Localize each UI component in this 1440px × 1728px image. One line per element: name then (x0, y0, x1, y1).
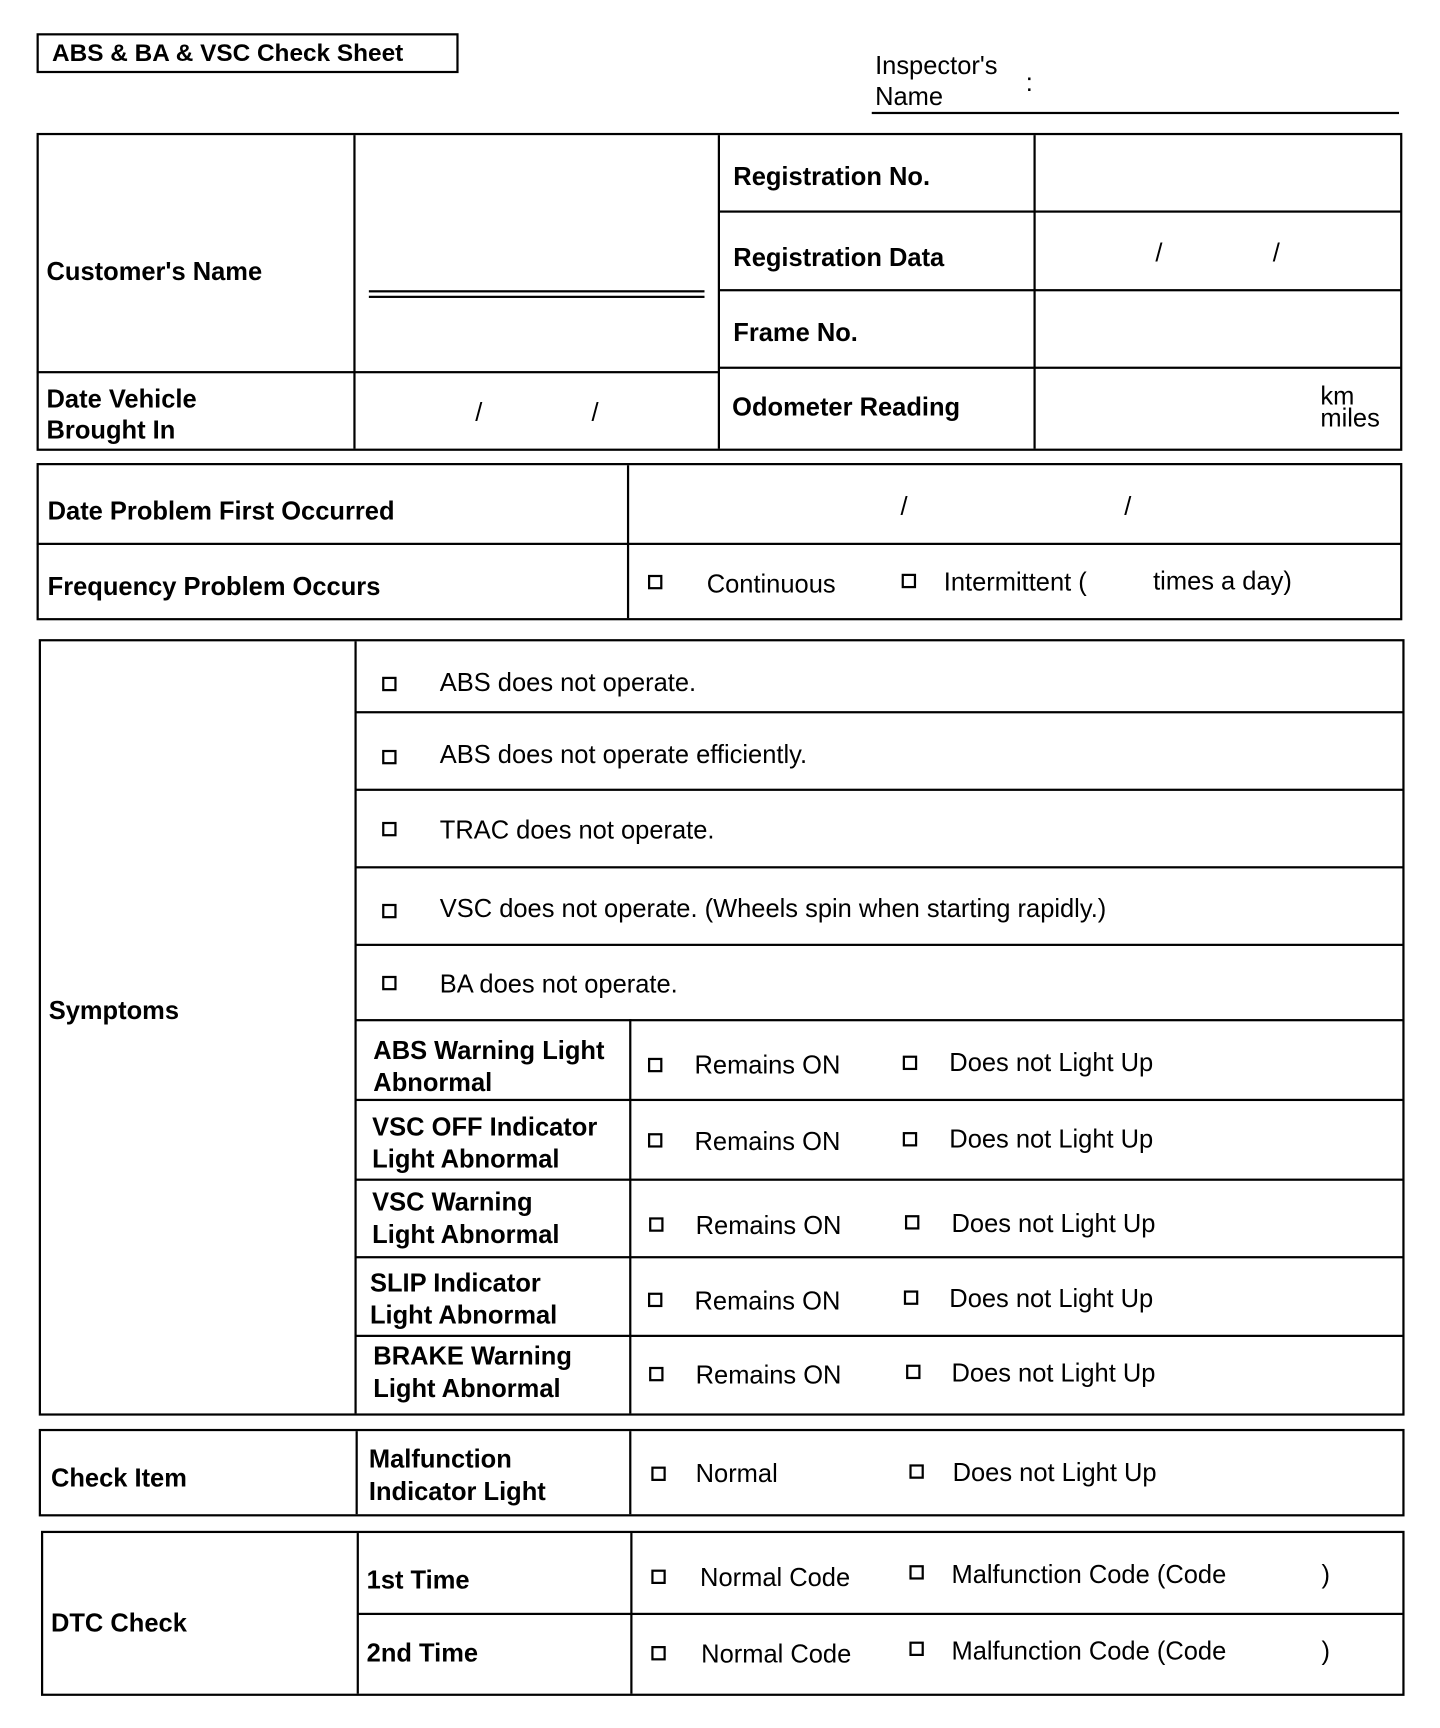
date-slash: / (1124, 491, 1132, 521)
date-slash: / (1155, 238, 1163, 267)
normal-code-checkbox[interactable] (651, 1570, 665, 1584)
date-slash: / (1272, 238, 1280, 267)
continuous-checkbox[interactable] (648, 575, 662, 589)
light-label-line2: Light Abnormal (369, 1300, 558, 1330)
remains-on-label: Remains ON (695, 1210, 842, 1240)
symptom-checkbox[interactable] (382, 677, 396, 691)
unit-km: km (1320, 381, 1355, 410)
light-label-line1: BRAKE Warning (373, 1341, 572, 1371)
normal-code-label: Normal Code (700, 1562, 851, 1592)
close-paren: ) (1321, 1559, 1330, 1589)
date-brought-line2: Brought In (46, 415, 176, 445)
malfunction-code-checkbox[interactable] (909, 1642, 923, 1656)
light-label (370, 1267, 557, 1331)
does-not-light-checkbox[interactable] (903, 1132, 917, 1146)
symptom-checkbox[interactable] (382, 976, 396, 990)
does-not-light-label: Does not Light Up (951, 1208, 1156, 1238)
symptom-text: VSC does not operate. (Wheels spin when starting rapidly.) (439, 893, 1107, 923)
does-not-light-label: Does not Light Up (952, 1457, 1157, 1487)
does-not-light-checkbox[interactable] (905, 1215, 919, 1229)
does-not-light-label: Does not Light Up (949, 1047, 1154, 1077)
symptom-text: TRAC does not operate. (439, 815, 715, 845)
light-label (373, 1340, 572, 1404)
does-not-light-checkbox[interactable] (903, 1056, 917, 1070)
remains-on-checkbox[interactable] (648, 1293, 662, 1307)
light-label-line1: SLIP Indicator (369, 1268, 541, 1298)
date-slash: / (900, 491, 908, 521)
continuous-label: Continuous (706, 569, 836, 599)
odometer-label: Odometer Reading (732, 392, 961, 421)
remains-on-label: Remains ON (694, 1126, 841, 1156)
light-label (372, 1186, 559, 1250)
light-label-line2: Light Abnormal (372, 1144, 560, 1174)
does-not-light-label: Does not Light Up (951, 1358, 1156, 1387)
dtc-row-label: 2nd Time (366, 1638, 479, 1668)
dtc-label: DTC Check (50, 1608, 187, 1638)
mil-label (369, 1443, 546, 1507)
inspector-label-line1: Inspector's (875, 50, 998, 80)
date-brought-label (47, 383, 197, 445)
malfunction-code-label: Malfunction Code (Code (951, 1636, 1227, 1665)
date-brought-line1: Date Vehicle (46, 384, 197, 414)
normal-code-label: Normal Code (701, 1639, 852, 1669)
remains-on-checkbox[interactable] (649, 1367, 663, 1381)
light-label-line2: Light Abnormal (373, 1373, 561, 1403)
symptom-checkbox[interactable] (382, 750, 396, 764)
does-not-light-label: Does not Light Up (949, 1283, 1154, 1313)
times-a-day-label: times a day) (1153, 566, 1292, 595)
inspector-label-line2: Name (875, 81, 944, 111)
symptom-checkbox[interactable] (382, 904, 396, 918)
does-not-light-checkbox[interactable] (909, 1464, 923, 1478)
date-slash: / (591, 397, 599, 427)
symptom-text: ABS does not operate. (439, 667, 697, 697)
date-first-label: Date Problem First Occurred (47, 496, 395, 526)
unit-miles: miles (1320, 403, 1380, 432)
dtc-row-label: 1st Time (366, 1565, 470, 1594)
light-label (373, 1035, 604, 1099)
odometer-units (1320, 381, 1380, 432)
check-item-label: Check Item (50, 1463, 187, 1493)
malfunction-code-label: Malfunction Code (Code (951, 1559, 1227, 1589)
light-label-line2: Light Abnormal (372, 1219, 560, 1249)
mil-label-line2: Indicator Light (368, 1476, 546, 1506)
does-not-light-checkbox[interactable] (904, 1290, 918, 1304)
symptom-text: BA does not operate. (439, 969, 678, 999)
inspector-name-field[interactable] (872, 112, 1399, 114)
customer-name-field[interactable] (369, 290, 705, 298)
title-box (37, 33, 459, 73)
symptom-checkbox[interactable] (382, 822, 396, 836)
remains-on-label: Remains ON (695, 1360, 842, 1390)
frequency-label: Frequency Problem Occurs (47, 571, 381, 601)
symptoms-label: Symptoms (48, 995, 179, 1025)
sheet-title: ABS & BA & VSC Check Sheet (52, 38, 404, 67)
remains-on-checkbox[interactable] (649, 1217, 663, 1231)
intermittent-checkbox[interactable] (902, 574, 916, 588)
intermittent-label: Intermittent ( (943, 567, 1087, 596)
normal-code-checkbox[interactable] (651, 1646, 665, 1660)
remains-on-label: Remains ON (694, 1286, 841, 1315)
normal-label: Normal (695, 1458, 778, 1488)
light-label-line1: VSC OFF Indicator (372, 1112, 598, 1141)
malfunction-code-checkbox[interactable] (909, 1565, 923, 1579)
light-label (372, 1111, 597, 1175)
inspector-colon: : (1025, 67, 1033, 97)
registration-no-label: Registration No. (733, 161, 931, 191)
inspector-label (875, 50, 997, 112)
mil-label-line1: Malfunction (368, 1444, 512, 1474)
customer-name-label: Customer's Name (46, 256, 263, 286)
normal-checkbox[interactable] (651, 1467, 665, 1481)
registration-data-label: Registration Data (733, 242, 945, 272)
frame-no-label: Frame No. (733, 317, 858, 347)
light-label-line1: VSC Warning (372, 1187, 533, 1217)
remains-on-checkbox[interactable] (648, 1058, 662, 1072)
close-paren: ) (1321, 1636, 1330, 1665)
does-not-light-label: Does not Light Up (949, 1124, 1154, 1154)
date-slash: / (475, 397, 483, 427)
remains-on-checkbox[interactable] (648, 1133, 662, 1147)
symptom-text: ABS does not operate efficiently. (439, 739, 808, 769)
does-not-light-checkbox[interactable] (906, 1365, 920, 1379)
light-label-line1: ABS Warning Light (373, 1035, 605, 1065)
light-label-line2: Abnormal (373, 1067, 493, 1097)
remains-on-label: Remains ON (694, 1050, 841, 1079)
